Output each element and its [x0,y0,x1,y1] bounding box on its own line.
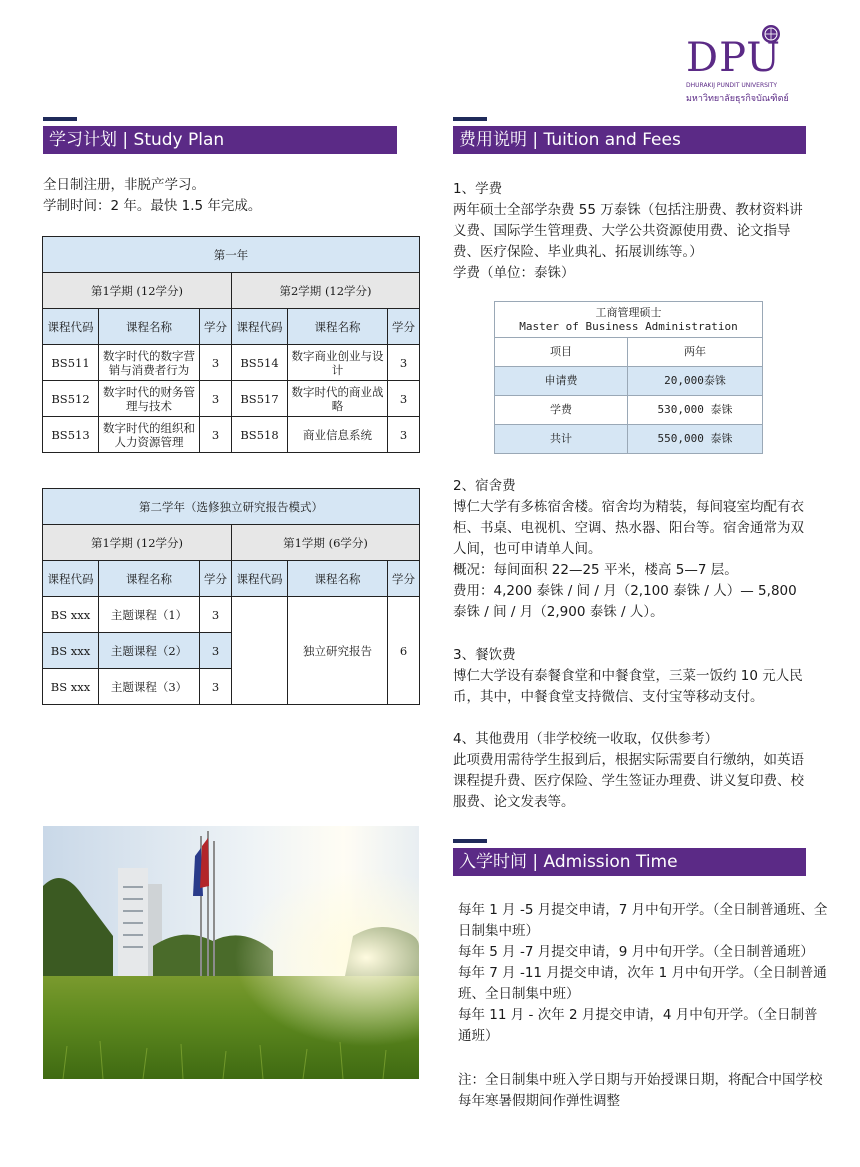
course-code: BS xxx [43,633,99,669]
course-credit: 3 [388,417,420,453]
campus-photo [43,826,419,1079]
table-row [43,417,420,453]
course-credit: 3 [200,597,232,633]
year2-sem2: 第1学期 (6学分) [232,525,420,561]
course-credit: 3 [388,345,420,381]
tuition-table [494,301,763,454]
course-code: BS511 [43,345,99,381]
col-credit: 学分 [388,309,420,345]
course-code: BS xxx [43,669,99,705]
course-name: 主题课程（3） [99,669,200,705]
course-name: 数字商业创业与设计 [288,345,388,381]
col-code: 课程代码 [43,309,99,345]
tuition-table-title-cn: 工商管理硕士 [595,305,662,319]
fees-header: 费用说明 | Tuition and Fees [453,126,806,154]
col-name: 课程名称 [288,309,388,345]
course-name: 数字时代的组织和人力资源管理 [99,417,200,453]
course-credit: 3 [200,633,232,669]
study-plan-accent [43,117,77,121]
course-name: 主题课程（1） [99,597,200,633]
col-name: 课程名称 [99,309,200,345]
fee-value: 20,000泰铢 [628,367,763,396]
year1-table [42,236,420,453]
course-name: 主题课程（2） [99,633,200,669]
tuition-table-title [495,302,763,338]
col-name: 课程名称 [99,561,200,597]
tuition-col-item: 项目 [495,338,628,367]
col-credit: 学分 [200,309,232,345]
course-name: 商业信息系统 [288,417,388,453]
admission-schedule: 每年 1 月 -5 月提交申请，7 月中旬开学。（全日制普通班、全日制集中班） 每年 5 月 -7 月提交申请，9 月中旬开学。（全日制普通班） 每年 7 月 -11 月提交申请，次年 1 月中旬开学。（全日制普通班、全日制集中班） 每年 11 月 - 次年 2 月提交申请，4 月中旬开学。（全日制普通班） [458,902,828,1044]
course-code: BS xxx [43,597,99,633]
col-code: 课程代码 [232,309,288,345]
admission-note: 注：全日制集中班入学日期与开始授课日期，将配合中国学校每年寒暑假期间作弹性调整 [458,1072,823,1109]
course-code: BS513 [43,417,99,453]
col-credit: 学分 [388,561,420,597]
table-row [495,425,763,454]
course-name: 数字时代的商业战略 [288,381,388,417]
independent-report-credit: 6 [388,597,420,705]
year2-sem1: 第1学期 (12学分) [43,525,232,561]
fees-other-text: 4、其他费用（非学校统一收取，仅供参考） 此项费用需待学生报到后，根据实际需要自行缴纳，如英语课程提升费、医疗保险、学生签证办理费、讲义复印费、校服费、论文发表等。 [453,731,804,810]
course-credit: 3 [200,417,232,453]
year1-title: 第一年 [43,237,420,273]
university-logo [680,22,798,108]
independent-report-name: 独立研究报告 [288,597,388,705]
table-row [43,345,420,381]
col-credit: 学分 [200,561,232,597]
table-row [43,381,420,417]
course-credit: 3 [200,381,232,417]
course-code: BS512 [43,381,99,417]
tuition-col-duration: 两年 [628,338,763,367]
fees-accent [453,117,487,121]
tuition-table-title-en: Master of Business Administration [519,319,738,333]
fees-dorm-text: 2、宿舍费 博仁大学有多栋宿舍楼。宿舍均为精装，每间寝室均配有衣柜、书桌、电视机、空调、热水器、阳台等。宿舍通常为双人间，也可申请单人间。 概况：每间面积 22—25 平米，楼高 5—7 层。 费用：4,200 泰铢 / 间 / 月（2,100 泰铢 / 人）— 5,800 泰铢 / 间 / 月（2,900 泰铢 / 人）。 [453,478,804,620]
logo-brand: DPU [686,35,781,81]
course-code: BS517 [232,381,288,417]
study-plan-header: 学习计划 | Study Plan [43,126,397,154]
course-name: 数字时代的数字营销与消费者行为 [99,345,200,381]
course-code: BS518 [232,417,288,453]
table-row [495,367,763,396]
study-plan-intro: 全日制注册，非脱产学习。 学制时间：2 年。最快 1.5 年完成。 [43,177,262,214]
fee-item: 学费 [495,396,628,425]
campus-lawn-image [43,826,419,1079]
admission-header: 入学时间 | Admission Time [453,848,806,876]
course-code-empty [232,597,288,705]
course-name: 数字时代的财务管理与技术 [99,381,200,417]
logo-university-th: มหาวิทยาลัยธุรกิจบัณฑิตย์ [686,94,789,104]
fees-dining-text: 3、餐饮费 博仁大学设有泰餐食堂和中餐食堂，三菜一饭约 10 元人民币，其中，中餐食堂支持微信、支付宝等移动支付。 [453,647,803,705]
course-credit: 3 [200,669,232,705]
table-row [495,396,763,425]
fees-tuition-text: 1、学费 两年硕士全部学杂费 55 万泰铢（包括注册费、教材资料讲义费、国际学生管理费、大学公共资源使用费、论文指导费、医疗保险、毕业典礼、拓展训练等。） 学费（单位：泰铢） [453,181,803,281]
year1-sem2: 第2学期 (12学分) [232,273,420,309]
course-code: BS514 [232,345,288,381]
year2-title: 第二学年（选修独立研究报告模式） [43,489,420,525]
fee-value: 530,000 泰铢 [628,396,763,425]
course-credit: 3 [200,345,232,381]
fee-value: 550,000 泰铢 [628,425,763,454]
admission-accent [453,839,487,843]
table-row [43,597,420,633]
course-credit: 3 [388,381,420,417]
year1-sem1: 第1学期 (12学分) [43,273,232,309]
col-code: 课程代码 [232,561,288,597]
col-name: 课程名称 [288,561,388,597]
fee-item: 共计 [495,425,628,454]
logo-university-en: DHURAKIJ PUNDIT UNIVERSITY [686,82,778,89]
year2-table [42,488,420,705]
col-code: 课程代码 [43,561,99,597]
fee-item: 申请费 [495,367,628,396]
